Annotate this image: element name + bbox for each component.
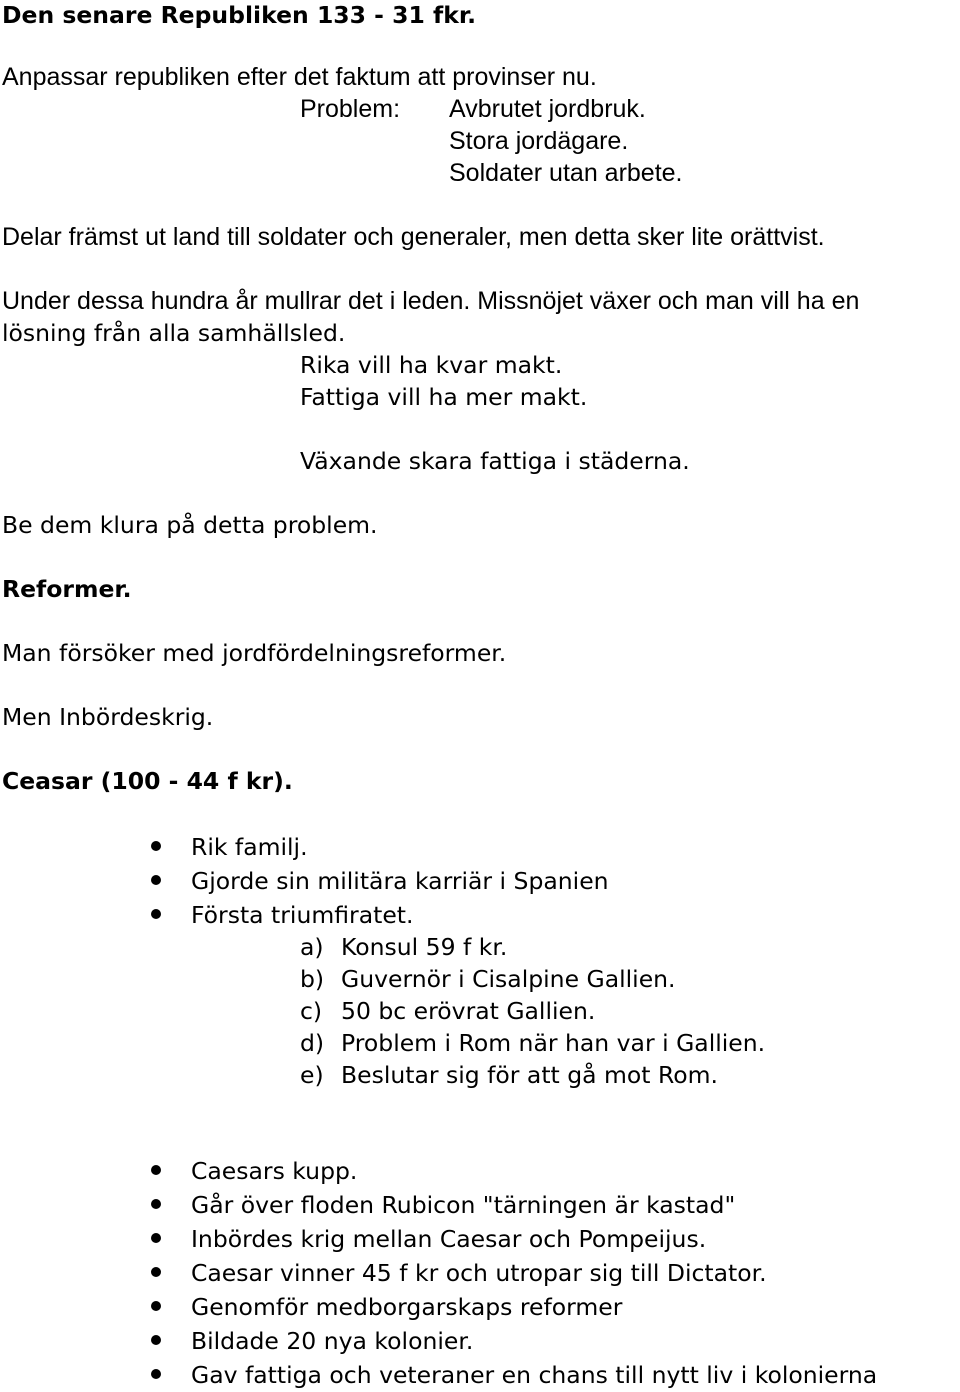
sublist-item: Konsul 59 f kr. (341, 933, 508, 961)
reforms-text: Man försöker med jordfördelningsreformer. (2, 639, 507, 667)
bullet-icon (151, 1199, 161, 1209)
bullet-icon (151, 1233, 161, 1243)
bullet-icon (151, 1165, 161, 1175)
problem-item: Soldater utan arbete. (449, 159, 683, 187)
sublist-marker: e) (300, 1061, 324, 1089)
group-line: Fattiga vill ha mer makt. (300, 383, 588, 411)
bullet-icon (151, 841, 161, 851)
list-item: Rik familj. (191, 833, 308, 861)
bullet-icon (151, 909, 161, 919)
sublist-marker: d) (300, 1029, 325, 1057)
bullet-icon (151, 1335, 161, 1345)
land-paragraph: Delar främst ut land till soldater och generaler, men detta sker lite orättvist. (2, 223, 825, 251)
sublist-item: Guvernör i Cisalpine Gallien. (341, 965, 676, 993)
list-item: Gjorde sin militära karriär i Spanien (191, 867, 609, 895)
problem-item: Stora jordägare. (449, 127, 629, 155)
list-item: Caesars kupp. (191, 1157, 358, 1185)
unrest-paragraph-line: lösning från alla samhällsled. (2, 319, 346, 347)
sublist-item: Beslutar sig för att gå mot Rom. (341, 1061, 718, 1089)
sublist-marker: c) (300, 997, 323, 1025)
problem-item: Avbrutet jordbruk. (449, 95, 646, 123)
list-item: Bildade 20 nya kolonier. (191, 1327, 474, 1355)
sublist-marker: a) (300, 933, 324, 961)
unrest-paragraph-line: Under dessa hundra år mullrar det i leden. Missnöjet växer och man vill ha en (2, 287, 860, 315)
sublist-item: Problem i Rom när han var i Gallien. (341, 1029, 766, 1057)
page-heading: Den senare Republiken 133 - 31 fkr. (2, 1, 477, 29)
sublist-marker: b) (300, 965, 325, 993)
caesar-heading: Ceasar (100 - 44 f kr). (2, 767, 293, 795)
list-item: Caesar vinner 45 f kr och utropar sig till Dictator. (191, 1259, 767, 1287)
civil-war-line: Men Inbördeskrig. (2, 703, 214, 731)
list-item: Genomför medborgarskaps reformer (191, 1293, 623, 1321)
bullet-icon (151, 1369, 161, 1379)
bullet-icon (151, 1267, 161, 1277)
list-item: Går över floden Rubicon "tärningen är kastad" (191, 1191, 736, 1219)
task-line: Be dem klura på detta problem. (2, 511, 378, 539)
intro-line: Anpassar republiken efter det faktum att provinser nu. (2, 63, 597, 91)
reforms-heading: Reformer. (2, 575, 132, 603)
problem-label: Problem: (300, 95, 401, 123)
list-item: Första triumfiratet. (191, 901, 414, 929)
group-line: Växande skara fattiga i städerna. (300, 447, 690, 475)
sublist-item: 50 bc erövrat Gallien. (341, 997, 596, 1025)
bullet-icon (151, 1301, 161, 1311)
group-line: Rika vill ha kvar makt. (300, 351, 563, 379)
list-item: Gav fattiga och veteraner en chans till nytt liv i kolonierna (191, 1361, 878, 1389)
bullet-icon (151, 875, 161, 885)
list-item: Inbördes krig mellan Caesar och Pompeijus. (191, 1225, 707, 1253)
